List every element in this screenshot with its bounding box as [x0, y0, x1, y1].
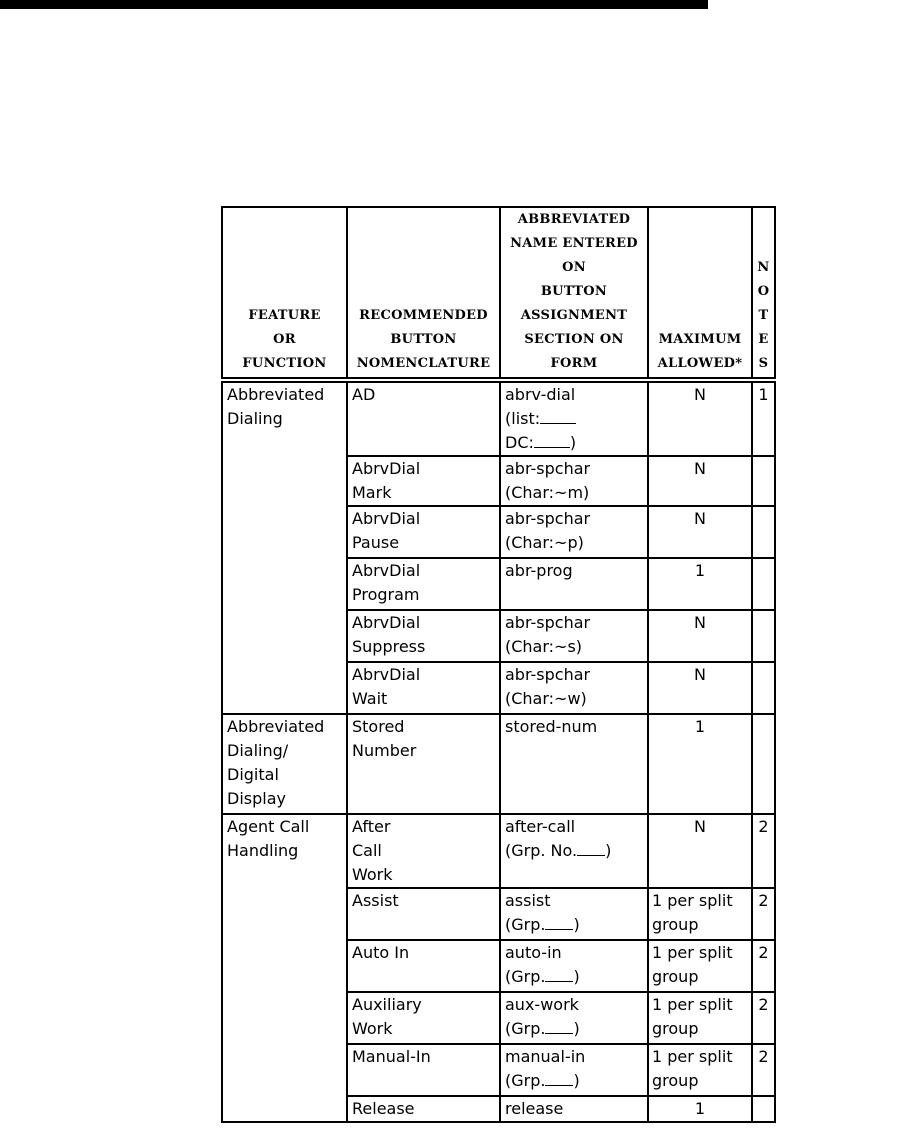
nomenclature-cell: [347, 814, 500, 888]
nomenclature-cell: [347, 456, 500, 506]
feature-cell: [222, 814, 347, 1122]
note-cell: [752, 1096, 775, 1122]
note-cell: [752, 506, 775, 558]
cell-line: abr-spchar: [505, 613, 591, 632]
note-cell: 2: [752, 814, 775, 888]
cell-text: (Grp.: [505, 1071, 546, 1090]
feature-line: Handling: [227, 841, 299, 860]
header-line: NOMENCLATURE: [356, 356, 491, 371]
max-cell: 1: [648, 558, 752, 610]
max-cell: N: [648, 456, 752, 506]
cell-line: After: [352, 817, 391, 836]
header-line: SECTION ON: [524, 332, 624, 347]
cell-text: ): [605, 841, 612, 860]
feature-header: [222, 207, 347, 380]
cell-line: (Char:~w): [505, 689, 587, 708]
note-cell: 2: [752, 992, 775, 1044]
abbrev-cell: [500, 814, 648, 888]
feature-line: Agent Call: [227, 817, 310, 836]
cell-line: Mark: [352, 483, 392, 502]
cell-text: ): [569, 433, 577, 452]
nomenclature-header: [347, 207, 500, 380]
max-cell: N: [648, 380, 752, 456]
nomenclature-cell: [347, 992, 500, 1044]
blank-line: [545, 968, 573, 982]
abbrev-cell: [500, 888, 648, 940]
cell-line: (Char:~p): [505, 533, 584, 552]
cell-line: stored-num: [505, 717, 598, 736]
nomenclature-cell: [347, 662, 500, 714]
max-cell: [648, 1044, 752, 1096]
nomenclature-cell: [347, 1044, 500, 1096]
cell-line: Pause: [352, 533, 400, 552]
cell-line: [505, 965, 643, 989]
cell-line: aux-work: [505, 995, 579, 1014]
cell-line: Release: [352, 1099, 415, 1118]
header-line: RECOMMENDED: [359, 308, 488, 323]
header-line: OR: [273, 332, 296, 347]
button-assignment-table: [221, 206, 776, 1123]
note-cell: 2: [752, 940, 775, 992]
cell-line: abr-spchar: [505, 509, 591, 528]
abbrev-cell: [500, 456, 648, 506]
header-letter: O: [757, 284, 770, 299]
cell-line: [505, 407, 643, 431]
nomenclature-cell: [347, 940, 500, 992]
cell-line: abr-prog: [505, 561, 573, 580]
cell-line: AbrvDial: [352, 613, 421, 632]
cell-line: AbrvDial: [352, 561, 421, 580]
max-cell: N: [648, 814, 752, 888]
cell-line: AbrvDial: [352, 509, 421, 528]
notes-header: [752, 207, 775, 380]
header-line: FUNCTION: [242, 356, 327, 371]
feature-line: Dialing: [227, 409, 283, 428]
blank-line: [577, 842, 605, 856]
note-cell: [752, 610, 775, 662]
header-letter: T: [758, 308, 769, 323]
max-cell: 1: [648, 1096, 752, 1122]
blank-line: [534, 434, 570, 448]
note-cell: 2: [752, 1044, 775, 1096]
feature-line: Abbreviated: [227, 385, 325, 404]
cell-line: [505, 431, 643, 455]
note-cell: [752, 714, 775, 814]
nomenclature-cell: [347, 380, 500, 456]
nomenclature-cell: [347, 714, 500, 814]
cell-line: group: [652, 967, 699, 986]
cell-line: 1 per split: [652, 1047, 733, 1066]
cell-line: after-call: [505, 817, 576, 836]
abbrev-cell: [500, 662, 648, 714]
cell-line: abrv-dial: [505, 385, 576, 404]
cell-line: 1 per split: [652, 943, 733, 962]
header-row: [222, 207, 775, 380]
cell-line: AD: [352, 385, 376, 404]
max-cell: N: [648, 610, 752, 662]
cell-line: Auxiliary: [352, 995, 422, 1014]
cell-text: (Grp.: [505, 915, 546, 934]
note-cell: 1: [752, 380, 775, 456]
header-line: MAXIMUM: [658, 332, 742, 347]
max-cell: [648, 992, 752, 1044]
blank-line: [540, 410, 576, 424]
cell-line: Work: [352, 1019, 393, 1038]
cell-line: manual-in: [505, 1047, 586, 1066]
blank-line: [545, 1020, 573, 1034]
top-rule: [0, 0, 708, 9]
header-line: ASSIGNMENT: [520, 308, 628, 323]
cell-text: (list:: [505, 409, 541, 428]
header-line: ON: [562, 260, 586, 275]
header-letter: S: [758, 356, 769, 371]
feature-cell: [222, 714, 347, 814]
table-row: [222, 380, 775, 456]
header-letter: E: [758, 332, 769, 347]
nomenclature-cell: [347, 610, 500, 662]
abbreviated-name-header: [500, 207, 648, 380]
cell-line: abr-spchar: [505, 665, 591, 684]
max-cell: [648, 888, 752, 940]
cell-line: Assist: [352, 891, 399, 910]
cell-line: Manual-In: [352, 1047, 431, 1066]
cell-line: Auto In: [352, 943, 410, 962]
note-cell: [752, 558, 775, 610]
cell-line: assist: [505, 891, 551, 910]
abbrev-cell: [500, 714, 648, 814]
max-cell: N: [648, 506, 752, 558]
cell-line: Stored: [352, 717, 405, 736]
max-cell: [648, 940, 752, 992]
cell-text: DC:: [505, 433, 534, 452]
abbrev-cell: [500, 380, 648, 456]
nomenclature-cell: [347, 558, 500, 610]
feature-line: Display: [227, 789, 286, 808]
cell-line: group: [652, 1019, 699, 1038]
header-line: FEATURE: [248, 308, 321, 323]
feature-line: Digital: [227, 765, 279, 784]
header-line: FORM: [550, 356, 598, 371]
abbrev-cell: [500, 610, 648, 662]
abbrev-cell: [500, 1044, 648, 1096]
header-letter: N: [757, 260, 770, 275]
nomenclature-cell: [347, 506, 500, 558]
cell-line: group: [652, 915, 699, 934]
cell-line: 1 per split: [652, 891, 733, 910]
maximum-allowed-header: [648, 207, 752, 380]
cell-line: [505, 839, 643, 863]
cell-line: abr-spchar: [505, 459, 591, 478]
blank-line: [545, 916, 573, 930]
cell-line: [505, 1017, 643, 1041]
cell-text: ): [573, 915, 580, 934]
abbrev-cell: [500, 940, 648, 992]
note-cell: [752, 456, 775, 506]
nomenclature-cell: [347, 1096, 500, 1122]
cell-line: (Char:~m): [505, 483, 590, 502]
feature-cell: [222, 380, 347, 714]
header-line: BUTTON: [390, 332, 457, 347]
abbrev-cell: [500, 558, 648, 610]
cell-line: 1 per split: [652, 995, 733, 1014]
max-cell: 1: [648, 714, 752, 814]
cell-text: (Grp. No.: [505, 841, 578, 860]
cell-line: Wait: [352, 689, 388, 708]
cell-line: (Char:~s): [505, 637, 583, 656]
cell-text: ): [573, 1071, 580, 1090]
header-line: ABBREVIATED: [517, 212, 631, 227]
abbrev-cell: [500, 1096, 648, 1122]
cell-text: ): [573, 1019, 580, 1038]
header-line: NAME ENTERED: [510, 236, 638, 251]
cell-line: [505, 913, 643, 937]
cell-line: Call: [352, 841, 382, 860]
cell-line: [505, 1069, 643, 1093]
table-row: [222, 814, 775, 888]
feature-line: Dialing/: [227, 741, 289, 760]
cell-line: Program: [352, 585, 420, 604]
blank-line: [545, 1072, 573, 1086]
header-line: BUTTON: [540, 284, 608, 299]
feature-line: Abbreviated: [227, 717, 325, 736]
cell-text: (Grp.: [505, 967, 546, 986]
abbrev-cell: [500, 992, 648, 1044]
cell-line: group: [652, 1071, 699, 1090]
abbrev-cell: [500, 506, 648, 558]
cell-line: AbrvDial: [352, 665, 421, 684]
cell-line: Number: [352, 741, 417, 760]
cell-text: (Grp.: [505, 1019, 546, 1038]
header-line: ALLOWED*: [657, 356, 743, 371]
cell-line: Work: [352, 865, 393, 884]
nomenclature-cell: [347, 888, 500, 940]
cell-line: Suppress: [352, 637, 426, 656]
note-cell: 2: [752, 888, 775, 940]
table-row: [222, 714, 775, 814]
max-cell: N: [648, 662, 752, 714]
cell-line: release: [505, 1099, 564, 1118]
note-cell: [752, 662, 775, 714]
cell-line: auto-in: [505, 943, 562, 962]
cell-text: ): [573, 967, 580, 986]
cell-line: AbrvDial: [352, 459, 421, 478]
